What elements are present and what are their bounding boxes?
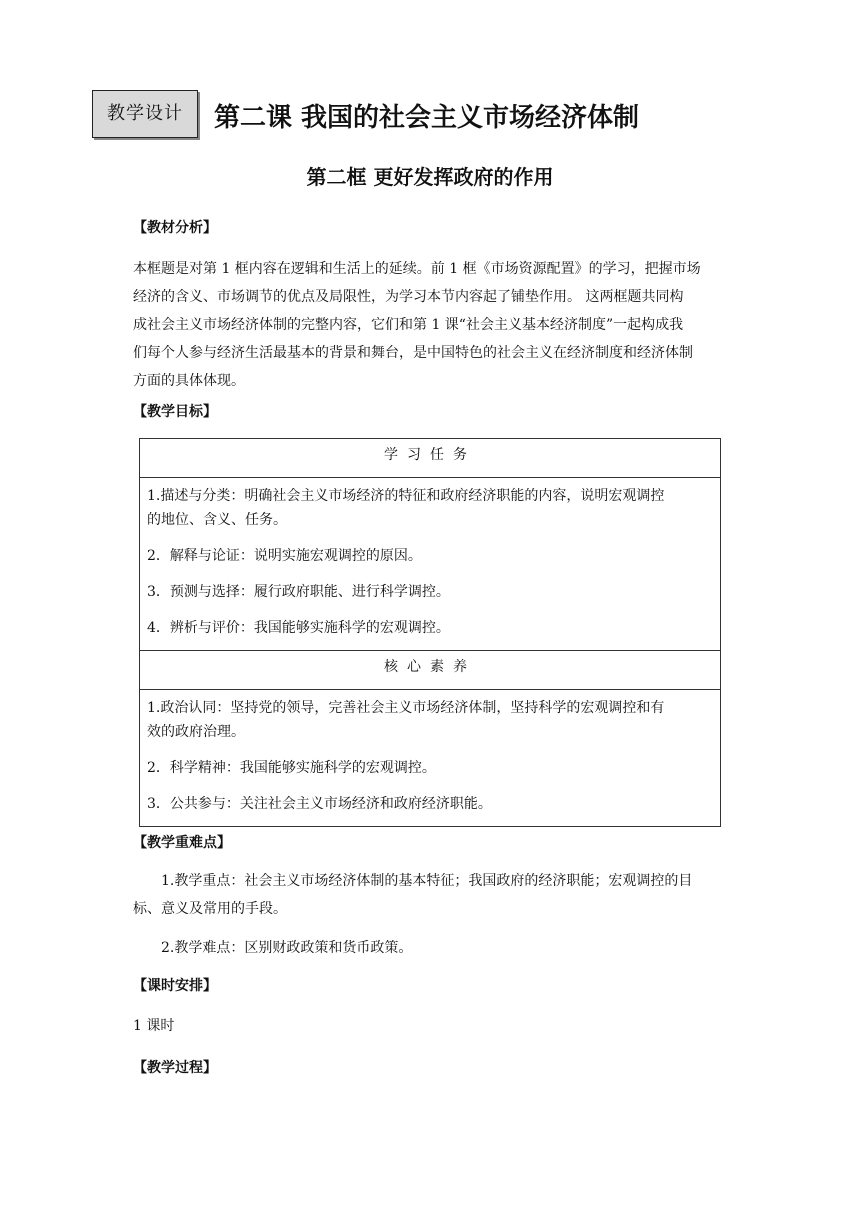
key-point-line: 标、意义及常用的手段。 [133, 901, 287, 917]
schedule-text [133, 1012, 731, 1040]
literacy-line: 效的政府治理。 [147, 724, 245, 740]
literacy-item [147, 792, 713, 816]
literacy-cell [140, 690, 721, 827]
section-subtitle: 第二框 更好发挥政府的作用 [306, 165, 554, 189]
teaching-design-tag: 教学设计 [92, 90, 198, 138]
task-item [147, 616, 713, 640]
task-header: 学习任务 [140, 439, 721, 478]
analysis-paragraph [133, 255, 731, 395]
analysis-line: 方面的具体体现。 [133, 373, 245, 389]
key-point-line: 2.教学难点：区别财政政策和货币政策。 [161, 940, 413, 956]
heading-analysis: 【教材分析】 [133, 220, 217, 236]
key-point-2 [161, 934, 737, 962]
analysis-line: 们每个人参与经济生活最基本的背景和舞台，是中国特色的社会主义在经济制度和经济体制 [133, 345, 693, 361]
task-line: 1.描述与分类：明确社会主义市场经济的特征和政府经济职能的内容，说明宏观调控 [147, 488, 665, 504]
task-item [147, 544, 713, 568]
task-line: 4．辨析与评价：我国能够实施科学的宏观调控。 [147, 620, 450, 636]
literacy-header: 核心素养 [140, 651, 721, 690]
task-cell [140, 478, 721, 651]
task-line: 3．预测与选择：履行政府职能、进行科学调控。 [147, 584, 450, 600]
analysis-line: 经济的含义、市场调节的优点及局限性，为学习本节内容起了铺垫作用。 这两框题共同构 [133, 289, 684, 305]
literacy-item [147, 696, 713, 744]
task-line: 2．解释与论证：说明实施宏观调控的原因。 [147, 548, 422, 564]
heading-process: 【教学过程】 [133, 1060, 217, 1076]
goals-table [139, 438, 721, 827]
task-item [147, 484, 713, 532]
key-point-1 [133, 867, 737, 923]
literacy-line: 3．公共参与：关注社会主义市场经济和政府经济职能。 [147, 796, 492, 812]
analysis-line: 成社会主义市场经济体制的完整内容，它们和第 1 课“社会主义基本经济制度”一起构成我 [133, 317, 684, 333]
heading-key-points: 【教学重难点】 [133, 835, 231, 851]
heading-goals: 【教学目标】 [133, 404, 217, 420]
literacy-line: 1.政治认同：坚持党的领导，完善社会主义市场经济体制，坚持科学的宏观调控和有 [147, 700, 665, 716]
heading-schedule: 【课时安排】 [133, 978, 217, 994]
analysis-line: 本框题是对第 1 框内容在逻辑和生活上的延续。前 1 框《市场资源配置》的学习，把握市场 [133, 261, 701, 277]
task-line: 的地位、含义、任务。 [147, 512, 287, 528]
task-item [147, 580, 713, 604]
literacy-line: 2．科学精神：我国能够实施科学的宏观调控。 [147, 760, 436, 776]
lesson-title: 第二课 我国的社会主义市场经济体制 [214, 103, 640, 133]
schedule-line: 1 课时 [133, 1018, 175, 1034]
literacy-item [147, 756, 713, 780]
key-point-line: 1.教学重点：社会主义市场经济体制的基本特征；我国政府的经济职能；宏观调控的目 [161, 873, 693, 889]
